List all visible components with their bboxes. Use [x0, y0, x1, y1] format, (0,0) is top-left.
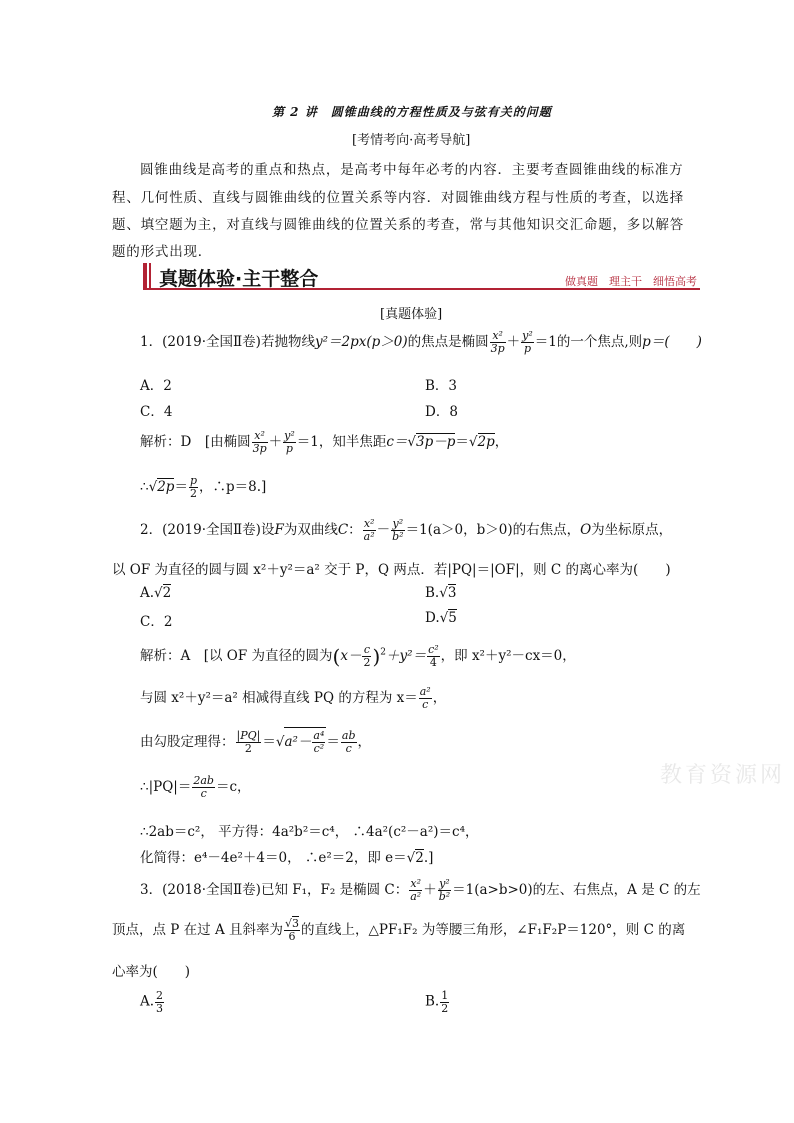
banner-tagline: 做真题 理主干 细悟高考: [565, 275, 697, 288]
fraction: $\frac{\text{c²}}{4}$: [428, 643, 439, 669]
fraction: $\frac{\text{y²}}{p}$: [284, 429, 295, 455]
fraction: $\frac{\text{y²}}{\text{b²}}$: [438, 877, 451, 903]
fraction: $\frac{\text{x²}}{3p}$: [490, 329, 505, 355]
fraction: $\frac{\text{x²}}{\text{a²}}$: [363, 517, 375, 543]
q2-option-c: C．2: [140, 614, 173, 630]
q2-option-b: B.√3: [425, 585, 457, 601]
q2-solution-line-3: 由勾股定理得： $\frac{|PQ|}{2}$ ＝√a²－ $\frac{\text{a⁴}}{\text{c²}}$ ＝ $\frac{ab}{c}$ ，: [140, 730, 371, 755]
fraction: $\frac{\text{y²}}{p}$: [522, 329, 533, 355]
q1-solution-line-2: ∴√2p＝ $\frac{p}{2}$ ，∴p＝8.]: [140, 474, 267, 500]
fraction: $\frac{\text{x²}}{3p}$: [252, 429, 267, 455]
intro-line-2: 程、几何性质、直线与圆锥曲线的位置关系等内容．对圆锥曲线方程与性质的考查，以选择: [112, 190, 684, 206]
q1-solution-line-1: 解析：D [由椭圆 $\frac{\text{x²}}{3p}$ ＋ $\frac{\text{y²}}{p}$ ＝1，知半焦距c＝√3p－p＝√2p，: [140, 429, 509, 455]
banner-title: 真题体验·主干整合: [159, 268, 319, 290]
intro-line-1: 圆锥曲线是高考的重点和热点，是高考中每年必考的内容．主要考查圆锥曲线的标准方: [140, 162, 684, 178]
q2-solution-line-2: 与圆 x²＋y²＝a² 相减得直线 PQ 的方程为 x＝ $\frac{\text{a²}}{c}$ ，: [140, 685, 447, 711]
q2-solution-line-5: ∴2ab＝c²， 平方得：4a²b²＝c⁴， ∴4a²(c²－a²)＝c⁴，: [140, 824, 479, 840]
q3-option-b: B. $\frac{1}{2}$: [425, 989, 449, 1015]
q2-option-d: D.√5: [425, 610, 457, 626]
q1-option-d: D．8: [425, 404, 458, 420]
q1-parabola: y²＝2px(p＞0): [314, 334, 408, 350]
question-1-stem: 1．(2019·全国Ⅱ卷)若抛物线y²＝2px(p＞0)的焦点是椭圆 $\frac{\text{x²}}{3p}$ ＋ $\frac{\text{y²}}{p}$ ＝1的一个焦点,则p＝( ): [140, 329, 702, 355]
intro-line-3: 题、填空题为主，对直线与圆锥曲线的位置关系的考查，常与其他知识交汇命题，多以解答: [112, 217, 684, 233]
fraction: $\frac{p}{2}$: [189, 474, 197, 500]
question-3-line-2: 顶点，点 P 在过 A 且斜率为 $\frac{√3}{6}$ 的直线上，△PF₁F₂ 为等腰三角形，∠F₁F₂P＝120°，则 C 的离: [112, 917, 686, 943]
q1-stem-text-2: 的焦点是椭圆: [407, 334, 489, 350]
subheading: [考情考向·高考导航]: [352, 133, 471, 148]
fraction: $\frac{\text{a⁴}}{\text{c²}}$: [313, 729, 325, 755]
question-3-line-3: 心率为( ): [112, 964, 191, 980]
sqrt-term: 2p: [477, 434, 495, 450]
q1-blank: p＝( ): [642, 334, 702, 350]
fraction: $\frac{\text{a²}}{c}$: [419, 685, 431, 711]
q2-solution-line-1: 解析：A [以 OF 为直径的圆为(x－ $\frac{c}{2}$ )$^2$＋y²＝ $\frac{\text{c²}}{4}$ ，即 x²＋y²－cx＝0，: [140, 643, 576, 669]
q3-option-a: A. $\frac{2}{3}$: [140, 989, 164, 1015]
q2-solution-line-6: 化简得：e⁴－4e²＋4＝0， ∴e²＝2，即 e＝√2.]: [140, 850, 434, 866]
watermark: 教育资源网: [660, 763, 786, 788]
fraction: $\frac{2}{3}$: [156, 989, 164, 1015]
section-label: [真题体验]: [380, 307, 443, 322]
fraction: $\frac{|PQ|}{2}$: [236, 729, 261, 755]
banner-accent-bar-thin: [149, 263, 151, 289]
q1-stem-text-3: ＝1的一个焦点,则: [534, 334, 643, 350]
sqrt-term: 2p: [157, 479, 175, 495]
fraction: $\frac{\text{y²}}{\text{b²}}$: [392, 517, 404, 543]
fraction: $\frac{ab}{c}$: [341, 729, 356, 755]
q2-option-a: A.√2: [140, 585, 172, 601]
q1-stem-text: 1．(2019·全国Ⅱ卷)若抛物线: [140, 334, 315, 350]
banner-accent-bar: [143, 263, 147, 289]
intro-line-4: 题的形式出现．: [112, 244, 213, 260]
fraction: $\frac{\text{x²}}{\text{a²}}$: [410, 877, 422, 903]
q1-option-b: B．3: [425, 378, 458, 394]
lecture-title: 第 2 讲 圆锥曲线的方程性质及与弦有关的问题: [272, 105, 552, 119]
sqrt-term: 3p－p: [416, 434, 456, 450]
q1-option-a: A．2: [140, 378, 172, 394]
question-3-line-1: 3．(2018·全国Ⅱ卷)已知 F₁，F₂ 是椭圆 C： $\frac{\text{x²}}{\text{a²}}$ ＋ $\frac{\text{y²}}{\text{b²}}$ ＝1(a>b>0)的左、右焦点，A 是 C 的左: [140, 877, 701, 903]
fraction: $\frac{1}{2}$: [441, 989, 449, 1015]
q1-option-c: C．4: [140, 404, 173, 420]
fraction: $\frac{2ab}{c}$: [193, 774, 214, 800]
question-2-line-1: 2．(2019·全国Ⅱ卷)设F为双曲线C： $\frac{\text{x²}}{\text{a²}}$ － $\frac{\text{y²}}{\text{b²}}$ ＝1(a＞0，b＞0)的右焦点，O为坐标原点，: [140, 517, 673, 543]
q2-solution-line-4: ∴|PQ|＝ $\frac{2ab}{c}$ ＝c，: [140, 774, 251, 800]
fraction: $\frac{c}{2}$: [363, 643, 371, 669]
fraction: $\frac{√3}{6}$: [285, 917, 300, 943]
question-2-line-2: 以 OF 为直径的圆与圆 x²＋y²＝a² 交于 P，Q 两点．若|PQ|＝|OF|，则 C 的离心率为( ): [112, 562, 671, 578]
